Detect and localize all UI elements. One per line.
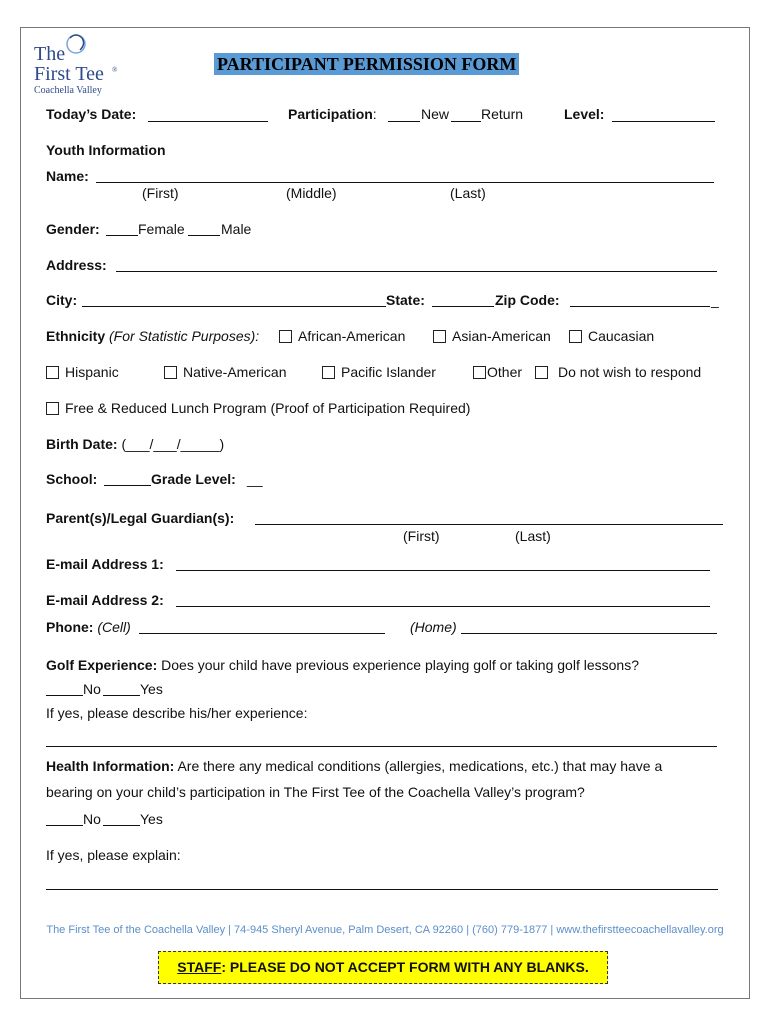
state-field[interactable] [432, 306, 494, 307]
staff-notice: STAFF: PLEASE DO NOT ACCEPT FORM WITH ANY BLANKS. [158, 951, 608, 984]
city-label: City: [46, 292, 78, 308]
gender-label: Gender: [46, 221, 100, 237]
participation-return-label: Return [481, 106, 524, 122]
guardian-last-caption: (Last) [515, 528, 551, 544]
golf-no-label: No [83, 681, 101, 697]
health-no-label: No [83, 811, 101, 827]
participation-new-blank[interactable] [388, 121, 420, 122]
participation-label: Participation: [288, 106, 377, 122]
health-explain-prompt: If yes, please explain: [46, 847, 181, 863]
zip-field-tail: _ [711, 292, 719, 308]
gender-female-blank[interactable] [106, 235, 138, 236]
participation-new-label: New [421, 106, 450, 122]
health-yes-label: Yes [140, 811, 163, 827]
email2-field[interactable] [176, 606, 710, 607]
golf-describe-field[interactable] [46, 746, 717, 747]
zip-field[interactable] [570, 306, 710, 307]
zip-label: Zip Code: [495, 292, 560, 308]
gender-male-label: Male [221, 221, 252, 237]
phone-home-field[interactable] [461, 633, 717, 634]
ethnicity-option-hispanic[interactable]: Hispanic [46, 364, 119, 380]
address-label: Address: [46, 257, 107, 273]
email2-label: E-mail Address 2: [46, 592, 164, 608]
golf-yes-blank[interactable] [103, 695, 140, 696]
state-label: State: [386, 292, 425, 308]
checkbox-icon[interactable] [473, 366, 486, 379]
name-field[interactable] [96, 182, 714, 183]
phone-cell-field[interactable] [139, 633, 385, 634]
ethnicity-option-native-american[interactable]: Native-American [164, 364, 286, 380]
checkbox-icon[interactable] [279, 330, 292, 343]
footer-contact: The First Tee of the Coachella Valley | 74-945 Sheryl Avenue, Palm Desert, CA 92260 | (760) 779-1877 | www.thefirstteecoachellavalley.org [46, 924, 724, 936]
checkbox-icon[interactable] [46, 366, 59, 379]
health-question-line1: Health Information: Are there any medical conditions (allergies, medications, etc.) that may have a [46, 758, 663, 774]
guardian-first-caption: (First) [403, 528, 440, 544]
youth-info-heading: Youth Information [46, 142, 166, 158]
ethnicity-label: Ethnicity (For Statistic Purposes): [46, 328, 260, 344]
health-no-blank[interactable] [46, 825, 83, 826]
ethnicity-option-pacific-islander[interactable]: Pacific Islander [322, 364, 436, 380]
golf-describe-prompt: If yes, please describe his/her experience: [46, 705, 308, 721]
first-tee-logo [32, 30, 122, 100]
level-label: Level: [564, 106, 605, 122]
phone-label: Phone: (Cell) [46, 619, 131, 635]
gender-male-blank[interactable] [188, 235, 220, 236]
svg-text:Coachella Valley: Coachella Valley [34, 85, 102, 96]
address-field[interactable] [116, 271, 717, 272]
school-label: School: [46, 471, 98, 487]
health-yes-blank[interactable] [103, 825, 140, 826]
golf-yes-label: Yes [140, 681, 163, 697]
guardian-label: Parent(s)/Legal Guardian(s): [46, 510, 235, 526]
svg-text:First Tee: First Tee [34, 63, 104, 85]
city-field[interactable] [82, 306, 386, 307]
svg-text:®: ® [112, 66, 118, 74]
ethnicity-option-asian-american[interactable]: Asian-American [433, 328, 551, 344]
svg-text:The: The [34, 43, 66, 65]
school-field[interactable] [104, 485, 151, 486]
todays-date-field[interactable] [148, 121, 268, 122]
lunch-program-option[interactable]: Free & Reduced Lunch Program (Proof of Participation Required) [46, 400, 470, 416]
name-first-caption: (First) [142, 185, 179, 201]
checkbox-icon[interactable] [164, 366, 177, 379]
checkbox-icon[interactable] [433, 330, 446, 343]
todays-date-label: Today’s Date: [46, 106, 137, 122]
name-label: Name: [46, 168, 89, 184]
phone-home-label: (Home) [410, 619, 457, 635]
name-middle-caption: (Middle) [286, 185, 337, 201]
ethnicity-option-no-response[interactable]: Do not wish to respond [535, 364, 701, 380]
grade-level-label: Grade Level: [151, 471, 236, 487]
guardian-field[interactable] [255, 524, 723, 525]
ethnicity-option-african-american[interactable]: African-American [279, 328, 405, 344]
ethnicity-option-caucasian[interactable]: Caucasian [569, 328, 654, 344]
golf-no-blank[interactable] [46, 695, 83, 696]
email1-field[interactable] [176, 570, 710, 571]
health-question-line2: bearing on your child’s participation in The First Tee of the Coachella Valley’s program? [46, 784, 585, 800]
golf-question: Golf Experience: Does your child have previous experience playing golf or taking golf lessons? [46, 657, 639, 673]
golfer-icon [32, 30, 122, 100]
level-field[interactable] [612, 121, 715, 122]
participation-return-blank[interactable] [451, 121, 481, 122]
gender-female-label: Female [138, 221, 185, 237]
birth-date-row[interactable]: Birth Date: (___/___/_____) [46, 436, 225, 452]
checkbox-icon[interactable] [535, 366, 548, 379]
ethnicity-option-other[interactable]: Other [473, 364, 522, 380]
grade-level-blank[interactable]: __ [247, 471, 263, 487]
name-last-caption: (Last) [450, 185, 486, 201]
checkbox-icon[interactable] [322, 366, 335, 379]
email1-label: E-mail Address 1: [46, 556, 164, 572]
checkbox-icon[interactable] [569, 330, 582, 343]
form-title: PARTICIPANT PERMISSION FORM [214, 53, 519, 75]
health-explain-field[interactable] [46, 889, 718, 890]
checkbox-icon[interactable] [46, 402, 59, 415]
